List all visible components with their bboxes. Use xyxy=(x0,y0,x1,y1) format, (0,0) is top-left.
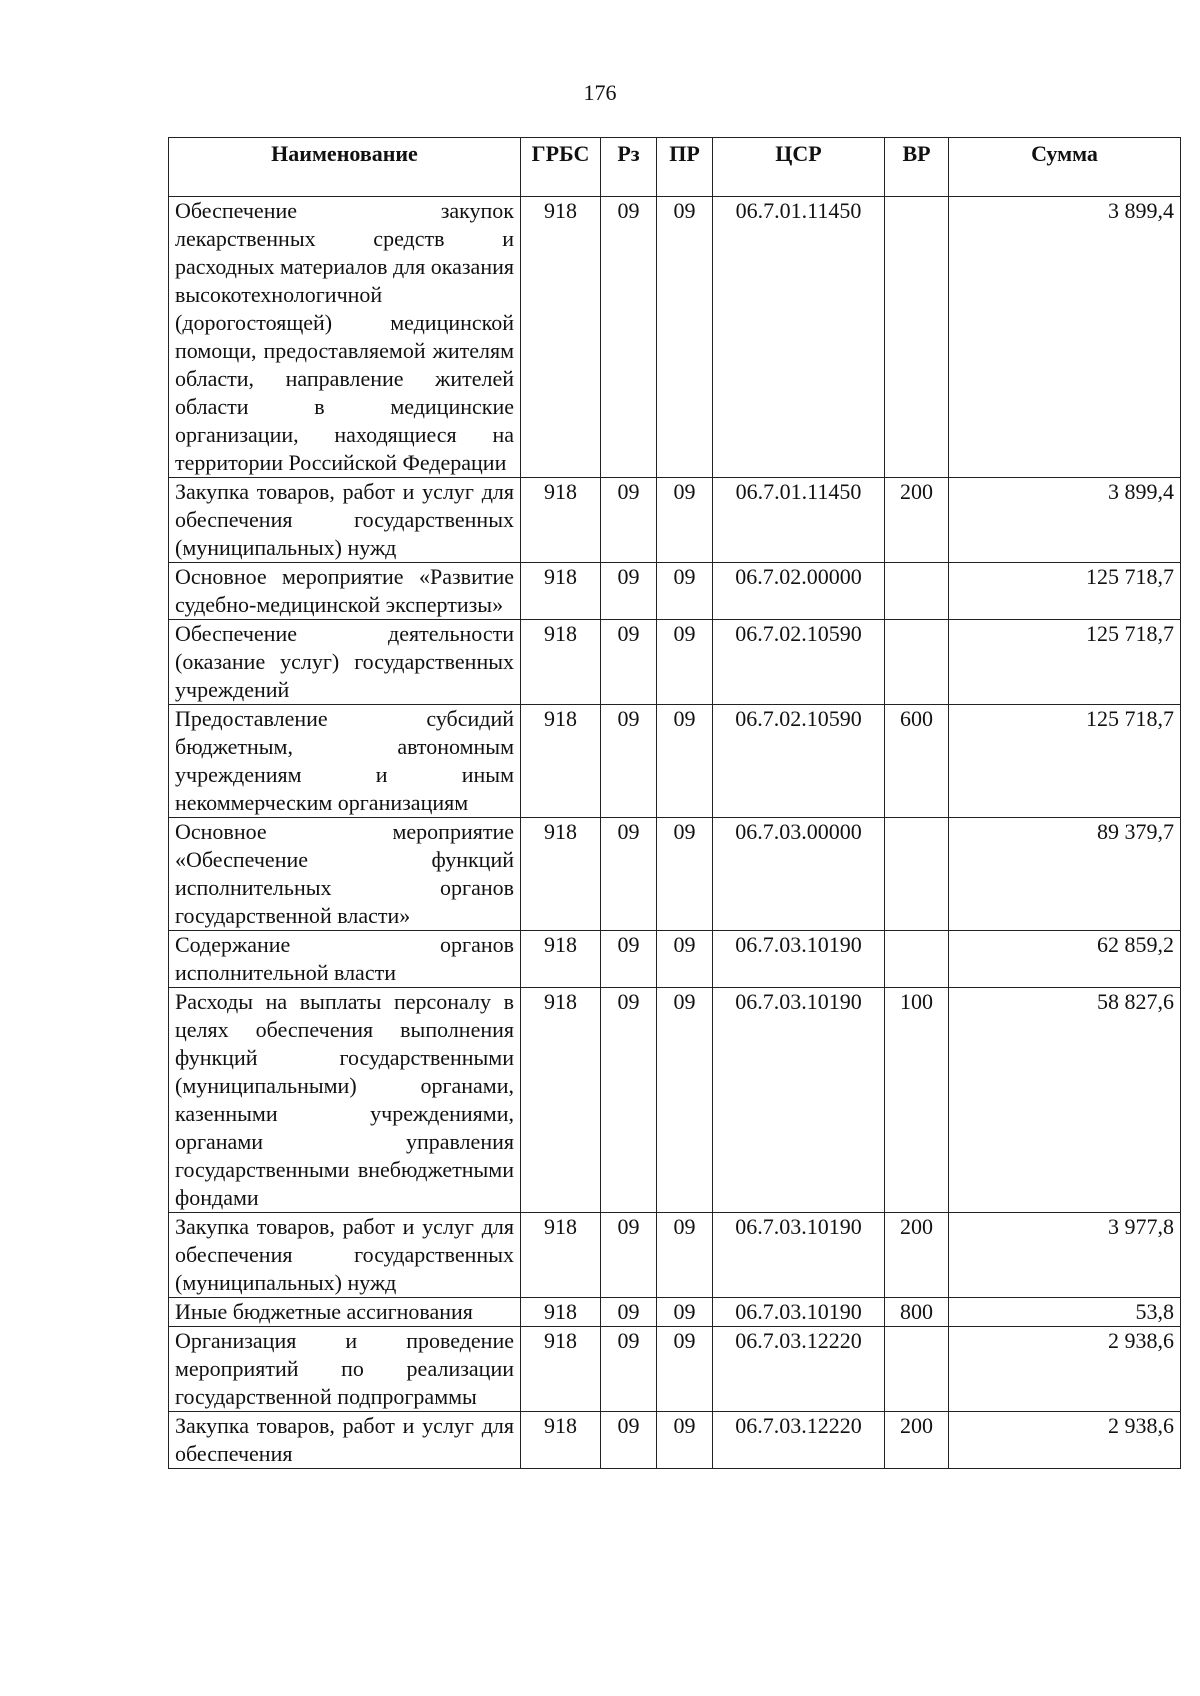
cell-pr: 09 xyxy=(657,818,713,931)
cell-vr xyxy=(885,563,949,620)
cell-sum: 2 938,6 xyxy=(949,1327,1181,1412)
header-rz: Рз xyxy=(601,138,657,197)
cell-rz: 09 xyxy=(601,563,657,620)
header-vr: ВР xyxy=(885,138,949,197)
cell-vr: 200 xyxy=(885,1412,949,1469)
cell-grbs: 918 xyxy=(521,563,601,620)
cell-grbs: 918 xyxy=(521,931,601,988)
table-row xyxy=(169,1298,1181,1327)
cell-name: Основное мероприятие «Развитие судебно-медицинской экспертизы» xyxy=(169,563,521,620)
cell-name: Закупка товаров, работ и услуг для обеспечения xyxy=(169,1412,521,1469)
cell-name: Обеспечение деятельности (оказание услуг) государственных учреждений xyxy=(169,620,521,705)
cell-grbs: 918 xyxy=(521,620,601,705)
cell-rz: 09 xyxy=(601,1327,657,1412)
cell-vr: 600 xyxy=(885,705,949,818)
cell-rz: 09 xyxy=(601,818,657,931)
cell-rz: 09 xyxy=(601,197,657,478)
table-row xyxy=(169,818,1181,931)
cell-rz: 09 xyxy=(601,931,657,988)
table-row xyxy=(169,1327,1181,1412)
table-row xyxy=(169,197,1181,478)
cell-pr: 09 xyxy=(657,478,713,563)
cell-csr: 06.7.01.11450 xyxy=(713,197,885,478)
table-row xyxy=(169,931,1181,988)
cell-sum: 125 718,7 xyxy=(949,620,1181,705)
cell-vr: 200 xyxy=(885,1213,949,1298)
cell-csr: 06.7.03.10190 xyxy=(713,931,885,988)
cell-grbs: 918 xyxy=(521,705,601,818)
table-row xyxy=(169,563,1181,620)
cell-sum: 3 977,8 xyxy=(949,1213,1181,1298)
cell-pr: 09 xyxy=(657,988,713,1213)
cell-vr: 200 xyxy=(885,478,949,563)
cell-vr xyxy=(885,197,949,478)
table-row xyxy=(169,1213,1181,1298)
header-name: Наименование xyxy=(169,138,521,197)
cell-pr: 09 xyxy=(657,1327,713,1412)
cell-vr xyxy=(885,931,949,988)
cell-sum: 3 899,4 xyxy=(949,478,1181,563)
cell-pr: 09 xyxy=(657,1213,713,1298)
cell-vr: 800 xyxy=(885,1298,949,1327)
cell-sum: 125 718,7 xyxy=(949,563,1181,620)
cell-csr: 06.7.03.12220 xyxy=(713,1412,885,1469)
header-pr: ПР xyxy=(657,138,713,197)
cell-name: Организация и проведение мероприятий по реализации государственной подпрограммы xyxy=(169,1327,521,1412)
cell-sum: 125 718,7 xyxy=(949,705,1181,818)
cell-pr: 09 xyxy=(657,620,713,705)
cell-rz: 09 xyxy=(601,988,657,1213)
cell-grbs: 918 xyxy=(521,1298,601,1327)
cell-name: Закупка товаров, работ и услуг для обеспечения государственных (муниципальных) нужд xyxy=(169,478,521,563)
cell-csr: 06.7.02.00000 xyxy=(713,563,885,620)
cell-name: Расходы на выплаты персоналу в целях обеспечения выполнения функций государственными (муниципальными) органами, казенными учреждениями, органами управления государственными внебюджетными фондами xyxy=(169,988,521,1213)
cell-sum: 3 899,4 xyxy=(949,197,1181,478)
table-row xyxy=(169,620,1181,705)
cell-rz: 09 xyxy=(601,705,657,818)
cell-sum: 2 938,6 xyxy=(949,1412,1181,1469)
cell-sum: 89 379,7 xyxy=(949,818,1181,931)
cell-grbs: 918 xyxy=(521,988,601,1213)
page-number: 176 xyxy=(583,80,617,105)
cell-pr: 09 xyxy=(657,705,713,818)
header-grbs: ГРБС xyxy=(521,138,601,197)
cell-grbs: 918 xyxy=(521,478,601,563)
cell-rz: 09 xyxy=(601,1298,657,1327)
cell-name: Основное мероприятие «Обеспечение функций исполнительных органов государственной власти» xyxy=(169,818,521,931)
table-row xyxy=(169,478,1181,563)
cell-sum: 62 859,2 xyxy=(949,931,1181,988)
cell-pr: 09 xyxy=(657,931,713,988)
header-sum: Сумма xyxy=(949,138,1181,197)
cell-grbs: 918 xyxy=(521,818,601,931)
header-csr: ЦСР xyxy=(713,138,885,197)
cell-name: Иные бюджетные ассигнования xyxy=(169,1298,521,1327)
cell-name: Обеспечение закупок лекарственных средств и расходных материалов для оказания высокотехнологичной (дорогостоящей) медицинской помощи, предоставляемой жителям области, направление жителей области в медицинские организации, находящиеся на территории Российской Федерации xyxy=(169,197,521,478)
cell-rz: 09 xyxy=(601,620,657,705)
cell-name: Предоставление субсидий бюджетным, автономным учреждениям и иным некоммерческим организациям xyxy=(169,705,521,818)
cell-vr: 100 xyxy=(885,988,949,1213)
table-body xyxy=(169,197,1181,1469)
cell-name: Содержание органов исполнительной власти xyxy=(169,931,521,988)
cell-pr: 09 xyxy=(657,1298,713,1327)
cell-grbs: 918 xyxy=(521,197,601,478)
table-row xyxy=(169,1412,1181,1469)
cell-pr: 09 xyxy=(657,563,713,620)
cell-grbs: 918 xyxy=(521,1327,601,1412)
cell-csr: 06.7.03.12220 xyxy=(713,1327,885,1412)
cell-csr: 06.7.03.00000 xyxy=(713,818,885,931)
cell-pr: 09 xyxy=(657,1412,713,1469)
cell-pr: 09 xyxy=(657,197,713,478)
table-row xyxy=(169,988,1181,1213)
cell-csr: 06.7.03.10190 xyxy=(713,1213,885,1298)
budget-table xyxy=(168,137,1181,1469)
cell-csr: 06.7.02.10590 xyxy=(713,620,885,705)
cell-grbs: 918 xyxy=(521,1213,601,1298)
cell-vr xyxy=(885,620,949,705)
cell-csr: 06.7.01.11450 xyxy=(713,478,885,563)
cell-csr: 06.7.03.10190 xyxy=(713,988,885,1213)
cell-csr: 06.7.03.10190 xyxy=(713,1298,885,1327)
table-row xyxy=(169,705,1181,818)
cell-vr xyxy=(885,1327,949,1412)
cell-sum: 58 827,6 xyxy=(949,988,1181,1213)
cell-grbs: 918 xyxy=(521,1412,601,1469)
cell-sum: 53,8 xyxy=(949,1298,1181,1327)
cell-rz: 09 xyxy=(601,1412,657,1469)
cell-rz: 09 xyxy=(601,1213,657,1298)
cell-rz: 09 xyxy=(601,478,657,563)
cell-csr: 06.7.02.10590 xyxy=(713,705,885,818)
table-header-row xyxy=(169,138,1181,197)
cell-name: Закупка товаров, работ и услуг для обеспечения государственных (муниципальных) нужд xyxy=(169,1213,521,1298)
cell-vr xyxy=(885,818,949,931)
